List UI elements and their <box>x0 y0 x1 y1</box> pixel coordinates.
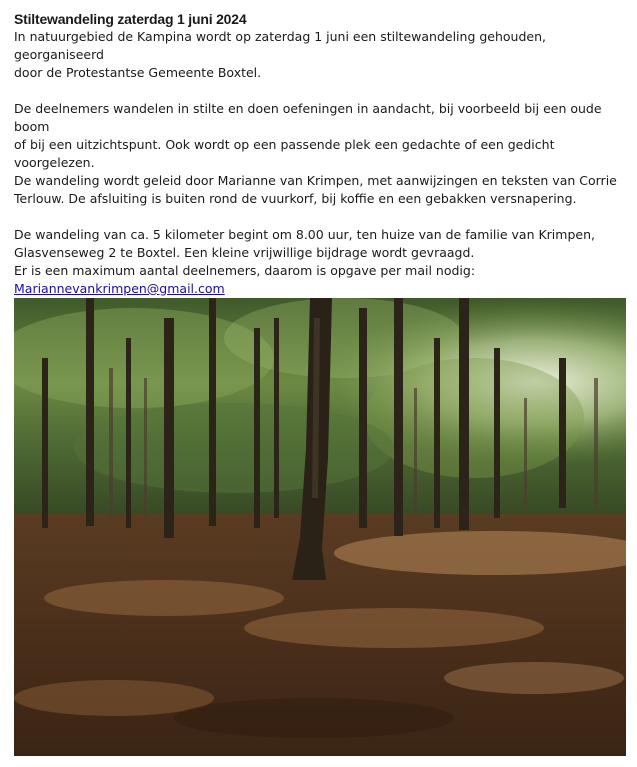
article-title: Stiltewandeling zaterdag 1 juni 2024 <box>14 11 247 27</box>
paragraph-2-line-1: De deelnemers wandelen in stilte en doen oefeningen in aandacht, bij voorbeeld bij een oude boom <box>14 101 602 134</box>
intro-line-1: In natuurgebied de Kampina wordt op zaterdag 1 juni een stiltewandeling gehouden, georganiseerd <box>14 29 546 62</box>
paragraph-2-line-3: De wandeling wordt geleid door Marianne van Krimpen, met aanwijzingen en teksten van Corrie <box>14 173 617 188</box>
article <box>14 10 624 298</box>
paragraph-2-line-4: Terlouw. De afsluiting is buiten rond de vuurkorf, bij koffie en een gebakken versnapering. <box>14 191 577 206</box>
paragraph-3-line-1: De wandeling van ca. 5 kilometer begint om 8.00 uur, ten huize van de familie van Krimpen, <box>14 227 595 242</box>
intro-line-2: door de Protestantse Gemeente Boxtel. <box>14 65 262 80</box>
paragraph-gap <box>14 208 624 226</box>
forest-photo <box>14 298 626 756</box>
email-link[interactable]: Mariannevankrimpen@gmail.com <box>14 281 225 296</box>
paragraph-3-line-2: Glasvenseweg 2 te Boxtel. Een kleine vrijwillige bijdrage wordt gevraagd. <box>14 245 475 260</box>
paragraph-3-line-3: Er is een maximum aantal deelnemers, daarom is opgave per mail nodig: <box>14 263 476 278</box>
paragraph-2-line-2: of bij een uitzichtspunt. Ook wordt op een passende plek een gedachte of een gedicht voorgelezen. <box>14 137 555 170</box>
paragraph-gap <box>14 82 624 100</box>
